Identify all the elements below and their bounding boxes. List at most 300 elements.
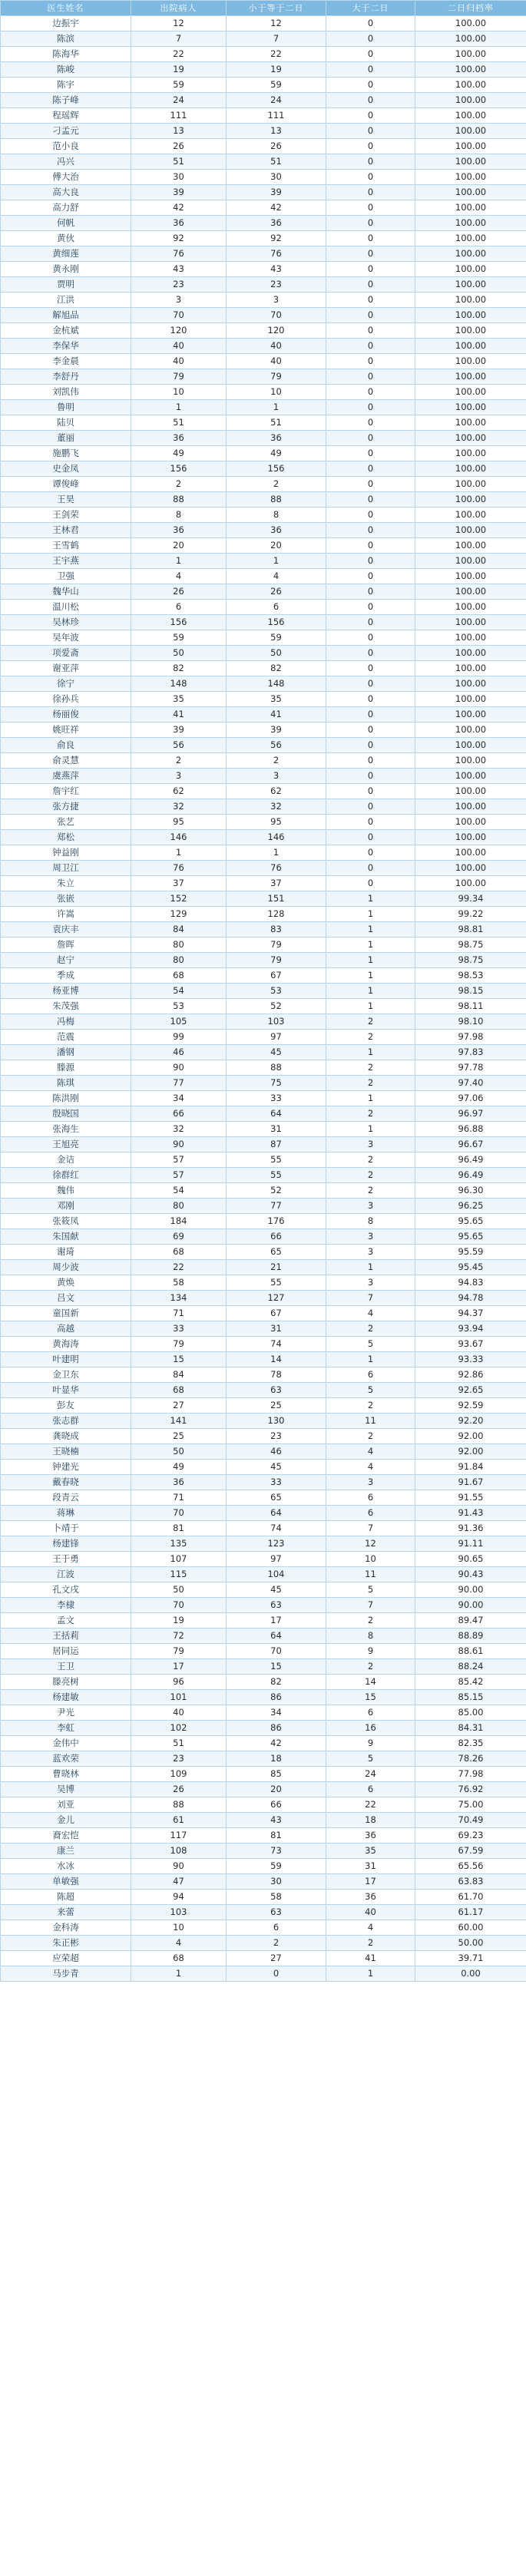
cell-discharged: 3 (131, 769, 227, 784)
cell-doctor-name: 滕亮树 (1, 1675, 131, 1690)
cell-doctor-name: 邓刚 (1, 1199, 131, 1214)
cell-doctor-name: 魏伟 (1, 1183, 131, 1199)
cell-over-two-days: 0 (326, 400, 415, 415)
cell-over-two-days: 0 (326, 47, 415, 62)
cell-archive-rate: 100.00 (415, 415, 526, 431)
cell-doctor-name: 季成 (1, 968, 131, 984)
cell-archive-rate: 98.81 (415, 922, 526, 937)
cell-doctor-name: 王卫 (1, 1659, 131, 1675)
header-doctor-name: 医生姓名 (1, 1, 131, 16)
cell-over-two-days: 5 (326, 1383, 415, 1398)
cell-doctor-name: 李保华 (1, 339, 131, 354)
table-row (1, 47, 526, 62)
cell-doctor-name: 钟建光 (1, 1460, 131, 1475)
cell-doctor-name: 陈超 (1, 1890, 131, 1905)
cell-archive-rate: 100.00 (415, 16, 526, 31)
header-discharged: 出院病人 (131, 1, 227, 16)
cell-discharged: 184 (131, 1214, 227, 1229)
cell-over-two-days: 0 (326, 876, 415, 891)
cell-over-two-days: 0 (326, 630, 415, 646)
cell-discharged: 35 (131, 692, 227, 707)
cell-discharged: 40 (131, 1705, 227, 1721)
table-row (1, 415, 526, 431)
cell-over-two-days: 18 (326, 1813, 415, 1828)
cell-over-two-days: 0 (326, 523, 415, 538)
cell-archive-rate: 61.17 (415, 1905, 526, 1920)
cell-doctor-name: 刁孟元 (1, 124, 131, 139)
cell-doctor-name: 黄永刚 (1, 262, 131, 277)
cell-discharged: 82 (131, 661, 227, 676)
table-row (1, 600, 526, 615)
cell-archive-rate: 90.65 (415, 1552, 526, 1567)
cell-discharged: 50 (131, 646, 227, 661)
cell-within-two-days: 73 (227, 1844, 326, 1859)
cell-discharged: 71 (131, 1306, 227, 1321)
cell-doctor-name: 杨丽俊 (1, 707, 131, 723)
cell-within-two-days: 103 (227, 1014, 326, 1030)
cell-doctor-name: 史金凤 (1, 461, 131, 477)
cell-within-two-days: 21 (227, 1260, 326, 1275)
cell-archive-rate: 94.37 (415, 1306, 526, 1321)
table-row (1, 630, 526, 646)
cell-within-two-days: 8 (227, 508, 326, 523)
cell-over-two-days: 7 (326, 1598, 415, 1613)
table-row (1, 554, 526, 569)
table-row (1, 1076, 526, 1091)
cell-archive-rate: 100.00 (415, 738, 526, 753)
cell-doctor-name: 谭俊峰 (1, 477, 131, 492)
header-row (1, 1, 526, 16)
cell-within-two-days: 31 (227, 1321, 326, 1337)
cell-archive-rate: 98.75 (415, 953, 526, 968)
cell-discharged: 62 (131, 784, 227, 799)
cell-archive-rate: 97.06 (415, 1091, 526, 1106)
cell-over-two-days: 2 (326, 1106, 415, 1122)
cell-doctor-name: 王晓楠 (1, 1444, 131, 1460)
table-row (1, 1168, 526, 1183)
cell-archive-rate: 91.67 (415, 1475, 526, 1490)
cell-over-two-days: 4 (326, 1460, 415, 1475)
cell-within-two-days: 55 (227, 1275, 326, 1291)
table-row (1, 845, 526, 861)
cell-archive-rate: 95.65 (415, 1229, 526, 1245)
cell-discharged: 59 (131, 78, 227, 93)
cell-over-two-days: 0 (326, 139, 415, 154)
cell-within-two-days: 70 (227, 308, 326, 323)
table-row (1, 1659, 526, 1675)
cell-archive-rate: 96.97 (415, 1106, 526, 1122)
cell-over-two-days: 0 (326, 339, 415, 354)
cell-over-two-days: 0 (326, 246, 415, 262)
cell-discharged: 95 (131, 815, 227, 830)
cell-over-two-days: 2 (326, 1030, 415, 1045)
cell-doctor-name: 陈海华 (1, 47, 131, 62)
cell-over-two-days: 0 (326, 646, 415, 661)
cell-over-two-days: 0 (326, 124, 415, 139)
cell-over-two-days: 0 (326, 753, 415, 769)
cell-archive-rate: 100.00 (415, 400, 526, 415)
table-row (1, 1552, 526, 1567)
cell-over-two-days: 0 (326, 93, 415, 108)
cell-discharged: 53 (131, 999, 227, 1014)
cell-discharged: 22 (131, 47, 227, 62)
cell-discharged: 156 (131, 461, 227, 477)
cell-doctor-name: 应荣超 (1, 1951, 131, 1966)
cell-doctor-name: 李虹 (1, 1721, 131, 1736)
cell-doctor-name: 裔宏恺 (1, 1828, 131, 1844)
cell-within-two-days: 151 (227, 891, 326, 907)
cell-over-two-days: 2 (326, 1429, 415, 1444)
cell-doctor-name: 张艺 (1, 815, 131, 830)
cell-over-two-days: 6 (326, 1506, 415, 1521)
cell-within-two-days: 95 (227, 815, 326, 830)
cell-discharged: 8 (131, 508, 227, 523)
cell-archive-rate: 100.00 (415, 830, 526, 845)
cell-over-two-days: 0 (326, 277, 415, 293)
cell-within-two-days: 59 (227, 630, 326, 646)
cell-doctor-name: 叶建明 (1, 1352, 131, 1367)
cell-archive-rate: 100.00 (415, 262, 526, 277)
cell-archive-rate: 100.00 (415, 492, 526, 508)
cell-archive-rate: 100.00 (415, 385, 526, 400)
table-row (1, 1306, 526, 1321)
cell-within-two-days: 58 (227, 1890, 326, 1905)
cell-doctor-name: 吴林珍 (1, 615, 131, 630)
table-row (1, 477, 526, 492)
cell-within-two-days: 88 (227, 492, 326, 508)
cell-within-two-days: 42 (227, 200, 326, 216)
cell-over-two-days: 24 (326, 1767, 415, 1782)
cell-within-two-days: 4 (227, 569, 326, 584)
cell-doctor-name: 康兰 (1, 1844, 131, 1859)
cell-over-two-days: 7 (326, 1521, 415, 1536)
cell-within-two-days: 55 (227, 1152, 326, 1168)
cell-doctor-name: 朱正彬 (1, 1936, 131, 1951)
cell-archive-rate: 90.00 (415, 1598, 526, 1613)
cell-within-two-days: 15 (227, 1659, 326, 1675)
cell-within-two-days: 79 (227, 953, 326, 968)
cell-over-two-days: 0 (326, 707, 415, 723)
cell-over-two-days: 0 (326, 676, 415, 692)
cell-archive-rate: 84.31 (415, 1721, 526, 1736)
cell-archive-rate: 60.00 (415, 1920, 526, 1936)
cell-over-two-days: 0 (326, 769, 415, 784)
cell-discharged: 22 (131, 1260, 227, 1275)
cell-discharged: 49 (131, 1460, 227, 1475)
cell-within-two-days: 76 (227, 861, 326, 876)
cell-discharged: 24 (131, 93, 227, 108)
table-row (1, 738, 526, 753)
cell-doctor-name: 袁庆丰 (1, 922, 131, 937)
cell-over-two-days: 0 (326, 723, 415, 738)
table-row (1, 385, 526, 400)
table-row (1, 1122, 526, 1137)
cell-archive-rate: 88.89 (415, 1629, 526, 1644)
cell-over-two-days: 3 (326, 1275, 415, 1291)
cell-discharged: 72 (131, 1629, 227, 1644)
cell-doctor-name: 何帆 (1, 216, 131, 231)
cell-discharged: 81 (131, 1521, 227, 1536)
cell-doctor-name: 陈洪刚 (1, 1091, 131, 1106)
cell-doctor-name: 张志群 (1, 1414, 131, 1429)
cell-over-two-days: 0 (326, 845, 415, 861)
cell-over-two-days: 2 (326, 1936, 415, 1951)
cell-archive-rate: 39.71 (415, 1951, 526, 1966)
cell-over-two-days: 11 (326, 1414, 415, 1429)
cell-within-two-days: 79 (227, 369, 326, 385)
cell-archive-rate: 100.00 (415, 630, 526, 646)
cell-within-two-days: 51 (227, 154, 326, 170)
cell-over-two-days: 1 (326, 1260, 415, 1275)
cell-discharged: 58 (131, 1275, 227, 1291)
cell-within-two-days: 87 (227, 1137, 326, 1152)
cell-discharged: 40 (131, 339, 227, 354)
cell-discharged: 76 (131, 861, 227, 876)
cell-discharged: 134 (131, 1291, 227, 1306)
cell-archive-rate: 95.45 (415, 1260, 526, 1275)
table-row (1, 569, 526, 584)
cell-archive-rate: 61.70 (415, 1890, 526, 1905)
cell-discharged: 88 (131, 492, 227, 508)
cell-within-two-days: 40 (227, 339, 326, 354)
table-row (1, 31, 526, 47)
cell-doctor-name: 李金晨 (1, 354, 131, 369)
cell-within-two-days: 50 (227, 646, 326, 661)
cell-archive-rate: 100.00 (415, 354, 526, 369)
table-row (1, 830, 526, 845)
cell-within-two-days: 78 (227, 1367, 326, 1383)
cell-within-two-days: 20 (227, 538, 326, 554)
cell-within-two-days: 20 (227, 1782, 326, 1797)
cell-archive-rate: 91.11 (415, 1536, 526, 1552)
cell-archive-rate: 93.33 (415, 1352, 526, 1367)
cell-archive-rate: 100.00 (415, 170, 526, 185)
cell-within-two-days: 63 (227, 1598, 326, 1613)
cell-within-two-days: 27 (227, 1951, 326, 1966)
cell-over-two-days: 36 (326, 1828, 415, 1844)
cell-within-two-days: 67 (227, 968, 326, 984)
cell-doctor-name: 杨建敏 (1, 1690, 131, 1705)
cell-discharged: 26 (131, 1782, 227, 1797)
cell-archive-rate: 100.00 (415, 31, 526, 47)
table-row (1, 231, 526, 246)
cell-archive-rate: 100.00 (415, 646, 526, 661)
cell-doctor-name: 俞灵慧 (1, 753, 131, 769)
cell-over-two-days: 3 (326, 1475, 415, 1490)
cell-over-two-days: 6 (326, 1490, 415, 1506)
cell-archive-rate: 100.00 (415, 815, 526, 830)
table-row (1, 1966, 526, 1982)
cell-discharged: 50 (131, 1444, 227, 1460)
cell-archive-rate: 89.47 (415, 1613, 526, 1629)
cell-over-two-days: 8 (326, 1214, 415, 1229)
cell-over-two-days: 8 (326, 1629, 415, 1644)
cell-discharged: 26 (131, 139, 227, 154)
cell-doctor-name: 朱国献 (1, 1229, 131, 1245)
cell-discharged: 36 (131, 431, 227, 446)
table-row (1, 815, 526, 830)
cell-discharged: 15 (131, 1352, 227, 1367)
cell-within-two-days: 35 (227, 692, 326, 707)
cell-discharged: 32 (131, 1122, 227, 1137)
cell-archive-rate: 91.43 (415, 1506, 526, 1521)
cell-within-two-days: 1 (227, 845, 326, 861)
cell-over-two-days: 40 (326, 1905, 415, 1920)
table-row (1, 1813, 526, 1828)
cell-archive-rate: 0.00 (415, 1966, 526, 1982)
cell-within-two-days: 128 (227, 907, 326, 922)
cell-discharged: 76 (131, 246, 227, 262)
cell-over-two-days: 1 (326, 937, 415, 953)
cell-over-two-days: 12 (326, 1536, 415, 1552)
cell-doctor-name: 陆贝 (1, 415, 131, 431)
cell-over-two-days: 0 (326, 738, 415, 753)
cell-archive-rate: 98.10 (415, 1014, 526, 1030)
cell-doctor-name: 边振宇 (1, 16, 131, 31)
cell-doctor-name: 董丽 (1, 431, 131, 446)
cell-over-two-days: 7 (326, 1291, 415, 1306)
cell-doctor-name: 冯梅 (1, 1014, 131, 1030)
cell-archive-rate: 100.00 (415, 62, 526, 78)
cell-within-two-days: 77 (227, 1199, 326, 1214)
cell-within-two-days: 6 (227, 1920, 326, 1936)
cell-discharged: 46 (131, 1045, 227, 1060)
cell-over-two-days: 2 (326, 1398, 415, 1414)
cell-archive-rate: 90.00 (415, 1582, 526, 1598)
table-row (1, 753, 526, 769)
table-row (1, 538, 526, 554)
cell-within-two-days: 53 (227, 984, 326, 999)
cell-discharged: 105 (131, 1014, 227, 1030)
cell-archive-rate: 92.00 (415, 1444, 526, 1460)
table-row (1, 1260, 526, 1275)
cell-doctor-name: 郑松 (1, 830, 131, 845)
cell-within-two-days: 45 (227, 1460, 326, 1475)
table-row (1, 1060, 526, 1076)
table-row (1, 876, 526, 891)
cell-archive-rate: 100.00 (415, 108, 526, 124)
cell-within-two-days: 85 (227, 1767, 326, 1782)
table-row (1, 1797, 526, 1813)
cell-within-two-days: 59 (227, 78, 326, 93)
cell-doctor-name: 水冰 (1, 1859, 131, 1874)
cell-doctor-name: 蒋琳 (1, 1506, 131, 1521)
cell-over-two-days: 0 (326, 185, 415, 200)
cell-within-two-days: 7 (227, 31, 326, 47)
cell-archive-rate: 100.00 (415, 277, 526, 293)
table-row (1, 891, 526, 907)
table-row (1, 354, 526, 369)
cell-doctor-name: 王林君 (1, 523, 131, 538)
table-row (1, 1245, 526, 1260)
table-row (1, 1045, 526, 1060)
cell-doctor-name: 王旭亮 (1, 1137, 131, 1152)
cell-archive-rate: 100.00 (415, 569, 526, 584)
cell-doctor-name: 鲁明 (1, 400, 131, 415)
cell-within-two-days: 37 (227, 876, 326, 891)
cell-doctor-name: 朱茂强 (1, 999, 131, 1014)
cell-archive-rate: 92.86 (415, 1367, 526, 1383)
cell-within-two-days: 32 (227, 799, 326, 815)
cell-discharged: 152 (131, 891, 227, 907)
cell-within-two-days: 26 (227, 584, 326, 600)
table-row (1, 1275, 526, 1291)
cell-archive-rate: 100.00 (415, 323, 526, 339)
cell-over-two-days: 16 (326, 1721, 415, 1736)
cell-over-two-days: 1 (326, 968, 415, 984)
table-row (1, 1920, 526, 1936)
cell-archive-rate: 100.00 (415, 339, 526, 354)
table-row (1, 1106, 526, 1122)
cell-discharged: 79 (131, 1644, 227, 1659)
cell-doctor-name: 范小良 (1, 139, 131, 154)
cell-over-two-days: 0 (326, 661, 415, 676)
cell-over-two-days: 1 (326, 891, 415, 907)
cell-discharged: 36 (131, 523, 227, 538)
cell-over-two-days: 0 (326, 78, 415, 93)
cell-discharged: 19 (131, 62, 227, 78)
cell-over-two-days: 0 (326, 354, 415, 369)
cell-discharged: 32 (131, 799, 227, 815)
cell-over-two-days: 0 (326, 615, 415, 630)
table-row (1, 339, 526, 354)
table-row (1, 1613, 526, 1629)
table-row (1, 1014, 526, 1030)
table-row (1, 431, 526, 446)
cell-archive-rate: 100.00 (415, 477, 526, 492)
cell-doctor-name: 王昊 (1, 492, 131, 508)
cell-archive-rate: 94.78 (415, 1291, 526, 1306)
cell-over-two-days: 4 (326, 1920, 415, 1936)
cell-discharged: 94 (131, 1890, 227, 1905)
cell-doctor-name: 程瑶辉 (1, 108, 131, 124)
cell-doctor-name: 詹宇红 (1, 784, 131, 799)
cell-over-two-days: 2 (326, 1659, 415, 1675)
table-row (1, 1444, 526, 1460)
cell-within-two-days: 0 (227, 1966, 326, 1982)
cell-archive-rate: 100.00 (415, 78, 526, 93)
cell-within-two-days: 81 (227, 1828, 326, 1844)
cell-discharged: 13 (131, 124, 227, 139)
cell-doctor-name: 王雪鹤 (1, 538, 131, 554)
table-row (1, 1690, 526, 1705)
cell-doctor-name: 李舒丹 (1, 369, 131, 385)
cell-doctor-name: 潘钢 (1, 1045, 131, 1060)
cell-doctor-name: 赵宁 (1, 953, 131, 968)
cell-discharged: 79 (131, 1337, 227, 1352)
cell-doctor-name: 吴年波 (1, 630, 131, 646)
table-row (1, 185, 526, 200)
cell-discharged: 47 (131, 1874, 227, 1890)
cell-archive-rate: 100.00 (415, 461, 526, 477)
cell-archive-rate: 100.00 (415, 600, 526, 615)
cell-within-two-days: 111 (227, 108, 326, 124)
cell-doctor-name: 童国新 (1, 1306, 131, 1321)
cell-over-two-days: 1 (326, 999, 415, 1014)
cell-discharged: 88 (131, 1797, 227, 1813)
cell-over-two-days: 5 (326, 1582, 415, 1598)
cell-within-two-days: 1 (227, 554, 326, 569)
table-header (1, 1, 526, 16)
cell-archive-rate: 65.56 (415, 1859, 526, 1874)
table-row (1, 937, 526, 953)
cell-within-two-days: 25 (227, 1398, 326, 1414)
cell-discharged: 129 (131, 907, 227, 922)
cell-discharged: 6 (131, 600, 227, 615)
table-row (1, 293, 526, 308)
cell-archive-rate: 96.49 (415, 1152, 526, 1168)
cell-over-two-days: 0 (326, 385, 415, 400)
